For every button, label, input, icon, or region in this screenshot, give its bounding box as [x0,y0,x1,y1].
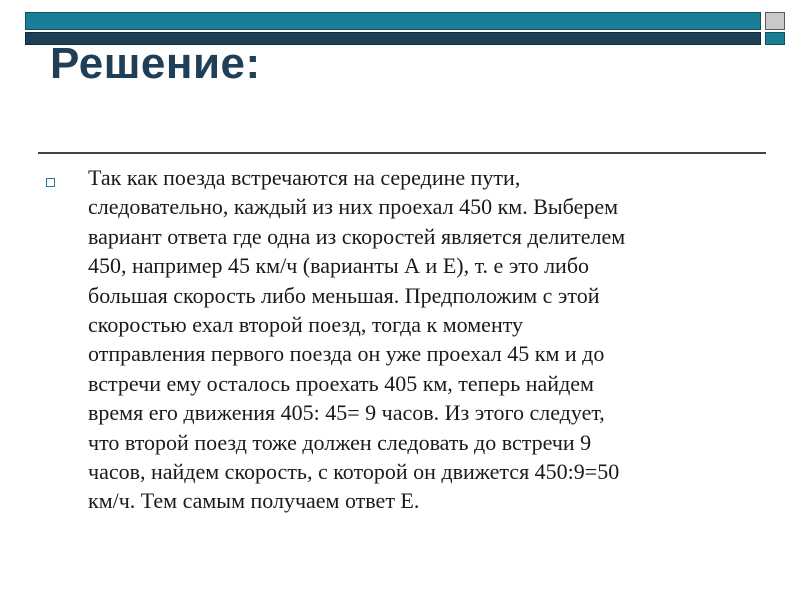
bullet-text [88,163,768,516]
text-line: время его движения 405: 45= 9 часов. Из этого следует, [88,400,605,426]
header-bar-teal [25,12,761,30]
text-line: часов, найдем скорость, с которой он движется 450:9=50 [88,459,620,485]
text-line: встречи ему осталось проехать 405 км, теперь найдем [88,370,594,396]
text-line: большая скорость либо меньшая. Предположим с этой [88,282,600,308]
slide-title: Решение: [50,39,261,88]
hollow-square-bullet-icon [46,178,55,187]
header-square-gray [765,12,785,30]
header-square-teal [765,32,785,45]
text-line: Так как поезда встречаются на середине пути, [88,165,521,190]
text-line: км/ч. Тем самым получаем ответ Е. [88,488,420,514]
text-line: скоростью ехал второй поезд, тогда к моменту [88,312,524,338]
text-line: что второй поезд тоже должен следовать до встречи 9 [88,429,592,455]
text-line: 450, например 45 км/ч (варианты А и Е), т. е это либо [88,253,590,279]
text-line: вариант ответа где одна из скоростей является делителем [88,223,626,249]
text-line: отправления первого поезда он уже проехал 45 км и до [88,341,605,367]
text-line: следовательно, каждый из них проехал 450 км. Выберем [88,194,619,220]
title-divider [38,152,766,154]
